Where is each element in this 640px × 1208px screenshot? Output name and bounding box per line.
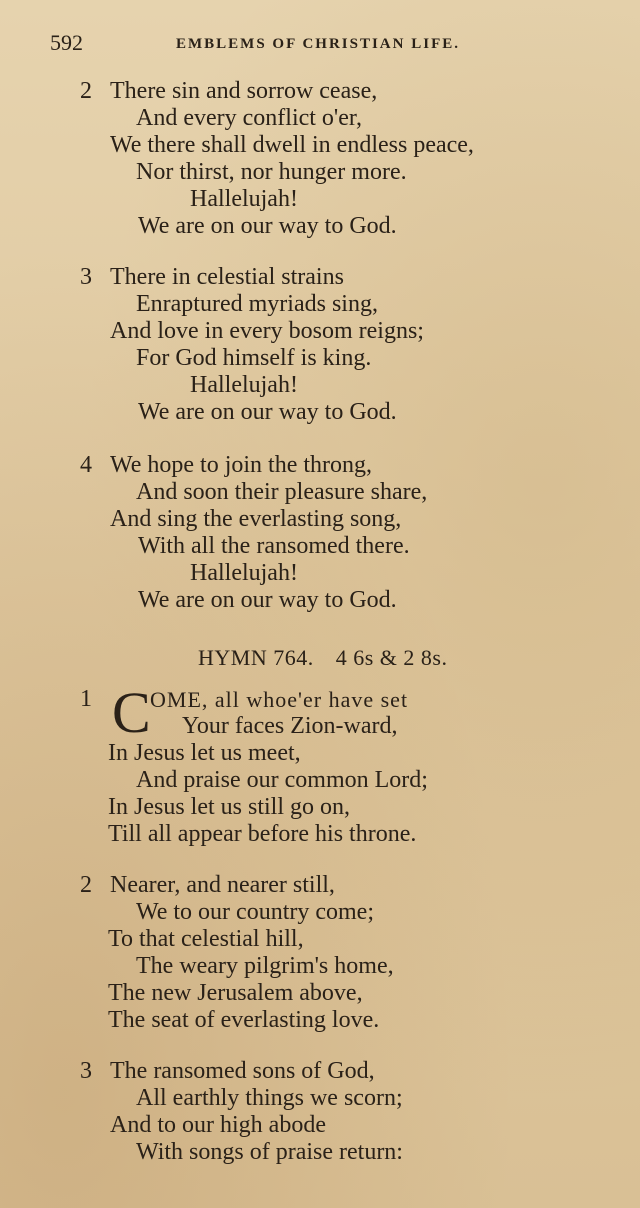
hymn-meter: 4 6s & 2 8s. (335, 645, 448, 670)
verse-line: The ransomed sons of God, (110, 1058, 375, 1084)
stanza-number: 3 (80, 264, 92, 290)
verse-line: Nor thirst, nor hunger more. (136, 159, 407, 185)
hymn-title: HYMN 764. (198, 645, 314, 670)
verse-line: To that celestial hill, (108, 926, 304, 952)
verse-line: With songs of praise return: (136, 1139, 403, 1165)
verse-line: And soon their pleasure share, (136, 479, 428, 505)
verse-line: There in celestial strains (110, 264, 344, 290)
verse-line: Hallelujah! (190, 560, 298, 586)
stanza-number: 1 (80, 686, 92, 712)
verse-line: OME, all whoe'er have set (150, 687, 409, 712)
verse-line: Nearer, and nearer still, (110, 872, 335, 898)
verse-line: The weary pilgrim's home, (136, 953, 394, 979)
stanza-number: 3 (80, 1058, 92, 1084)
verse-line: And to our high abode (110, 1112, 326, 1138)
verse-line: We to our country come; (136, 899, 374, 925)
drop-cap: C (112, 680, 151, 745)
verse-line: Your faces Zion-ward, (182, 713, 398, 739)
verse-line: The seat of everlasting love. (108, 1007, 380, 1033)
verse-line: All earthly things we scorn; (136, 1085, 403, 1111)
verse-line: We are on our way to God. (138, 399, 397, 425)
verse-line: With all the ransomed there. (138, 533, 410, 559)
verse-line: The new Jerusalem above, (108, 980, 363, 1006)
verse-line: We are on our way to God. (138, 587, 397, 613)
stanza-number: 2 (80, 872, 92, 898)
verse-line: We hope to join the throng, (110, 452, 373, 478)
verse-line: And praise our common Lord; (136, 767, 428, 793)
stanza-number: 2 (80, 78, 92, 104)
running-head: EMBLEMS OF CHRISTIAN LIFE. (176, 36, 460, 52)
verse-line: Hallelujah! (190, 186, 298, 212)
verse-line: And sing the everlasting song, (110, 506, 402, 532)
verse-line: We there shall dwell in endless peace, (110, 132, 474, 158)
verse-line: In Jesus let us still go on, (108, 794, 351, 820)
verse-line: In Jesus let us meet, (108, 740, 301, 766)
verse-line: We are on our way to God. (138, 213, 397, 239)
verse-line: There sin and sorrow cease, (110, 78, 378, 104)
page-number: 592 (50, 30, 83, 55)
verse-line: And love in every bosom reigns; (110, 318, 424, 344)
verse-line: And every conflict o'er, (136, 105, 362, 131)
verse-line: Till all appear before his throne. (108, 821, 417, 847)
verse-line: Enraptured myriads sing, (136, 291, 378, 317)
hymn-heading (198, 644, 447, 671)
stanza-number: 4 (80, 452, 92, 478)
page-header (50, 26, 560, 60)
verse-line: Hallelujah! (190, 372, 298, 398)
verse-line: For God himself is king. (136, 345, 372, 371)
